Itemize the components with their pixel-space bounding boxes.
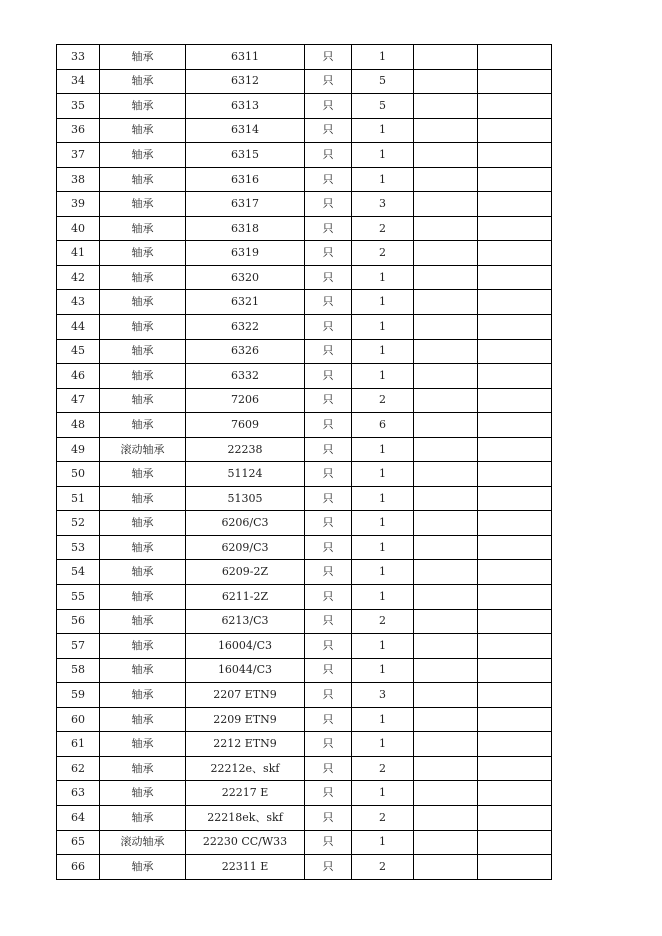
empty-cell[interactable] bbox=[478, 855, 552, 880]
table-row[interactable] bbox=[57, 241, 552, 266]
table-row[interactable] bbox=[57, 216, 552, 241]
empty-cell[interactable] bbox=[478, 315, 552, 340]
quantity-cell[interactable]: 1 bbox=[352, 585, 414, 610]
item-name-cell[interactable]: 轴承 bbox=[100, 658, 186, 683]
unit-cell[interactable]: 只 bbox=[305, 69, 352, 94]
empty-cell[interactable] bbox=[414, 265, 478, 290]
empty-cell[interactable] bbox=[478, 118, 552, 143]
item-name-cell[interactable]: 轴承 bbox=[100, 339, 186, 364]
quantity-cell[interactable]: 2 bbox=[352, 805, 414, 830]
row-number-cell[interactable]: 63 bbox=[57, 781, 100, 806]
unit-cell[interactable]: 只 bbox=[305, 388, 352, 413]
item-name-cell[interactable]: 轴承 bbox=[100, 241, 186, 266]
empty-cell[interactable] bbox=[414, 585, 478, 610]
empty-cell[interactable] bbox=[478, 634, 552, 659]
quantity-cell[interactable]: 1 bbox=[352, 707, 414, 732]
row-number-cell[interactable]: 37 bbox=[57, 143, 100, 168]
item-name-cell[interactable]: 轴承 bbox=[100, 732, 186, 757]
empty-cell[interactable] bbox=[478, 388, 552, 413]
unit-cell[interactable]: 只 bbox=[305, 585, 352, 610]
empty-cell[interactable] bbox=[478, 560, 552, 585]
model-cell[interactable]: 6326 bbox=[186, 339, 305, 364]
quantity-cell[interactable]: 2 bbox=[352, 241, 414, 266]
row-number-cell[interactable]: 41 bbox=[57, 241, 100, 266]
quantity-cell[interactable]: 2 bbox=[352, 855, 414, 880]
empty-cell[interactable] bbox=[478, 69, 552, 94]
empty-cell[interactable] bbox=[414, 805, 478, 830]
model-cell[interactable]: 6311 bbox=[186, 45, 305, 70]
model-cell[interactable]: 2209 ETN9 bbox=[186, 707, 305, 732]
item-name-cell[interactable]: 轴承 bbox=[100, 511, 186, 536]
empty-cell[interactable] bbox=[414, 339, 478, 364]
model-cell[interactable]: 6206/C3 bbox=[186, 511, 305, 536]
item-name-cell[interactable]: 轴承 bbox=[100, 585, 186, 610]
unit-cell[interactable]: 只 bbox=[305, 732, 352, 757]
row-number-cell[interactable]: 44 bbox=[57, 315, 100, 340]
empty-cell[interactable] bbox=[414, 413, 478, 438]
item-name-cell[interactable]: 轴承 bbox=[100, 69, 186, 94]
item-name-cell[interactable]: 轴承 bbox=[100, 756, 186, 781]
unit-cell[interactable]: 只 bbox=[305, 683, 352, 708]
row-number-cell[interactable]: 40 bbox=[57, 216, 100, 241]
item-name-cell[interactable]: 轴承 bbox=[100, 118, 186, 143]
unit-cell[interactable]: 只 bbox=[305, 339, 352, 364]
quantity-cell[interactable]: 3 bbox=[352, 192, 414, 217]
table-row[interactable] bbox=[57, 167, 552, 192]
unit-cell[interactable]: 只 bbox=[305, 167, 352, 192]
quantity-cell[interactable]: 1 bbox=[352, 290, 414, 315]
unit-cell[interactable]: 只 bbox=[305, 315, 352, 340]
quantity-cell[interactable]: 1 bbox=[352, 167, 414, 192]
item-name-cell[interactable]: 轴承 bbox=[100, 683, 186, 708]
empty-cell[interactable] bbox=[414, 388, 478, 413]
quantity-cell[interactable]: 5 bbox=[352, 94, 414, 119]
empty-cell[interactable] bbox=[414, 45, 478, 70]
quantity-cell[interactable]: 2 bbox=[352, 756, 414, 781]
empty-cell[interactable] bbox=[414, 732, 478, 757]
empty-cell[interactable] bbox=[414, 609, 478, 634]
empty-cell[interactable] bbox=[478, 241, 552, 266]
table-row[interactable] bbox=[57, 364, 552, 389]
unit-cell[interactable]: 只 bbox=[305, 560, 352, 585]
empty-cell[interactable] bbox=[478, 830, 552, 855]
unit-cell[interactable]: 只 bbox=[305, 707, 352, 732]
unit-cell[interactable]: 只 bbox=[305, 805, 352, 830]
empty-cell[interactable] bbox=[478, 707, 552, 732]
table-row[interactable] bbox=[57, 732, 552, 757]
empty-cell[interactable] bbox=[414, 658, 478, 683]
unit-cell[interactable]: 只 bbox=[305, 241, 352, 266]
unit-cell[interactable]: 只 bbox=[305, 462, 352, 487]
model-cell[interactable]: 6322 bbox=[186, 315, 305, 340]
table-row[interactable] bbox=[57, 413, 552, 438]
empty-cell[interactable] bbox=[478, 781, 552, 806]
empty-cell[interactable] bbox=[414, 167, 478, 192]
unit-cell[interactable]: 只 bbox=[305, 45, 352, 70]
table-row[interactable] bbox=[57, 781, 552, 806]
table-row[interactable] bbox=[57, 855, 552, 880]
empty-cell[interactable] bbox=[414, 830, 478, 855]
row-number-cell[interactable]: 61 bbox=[57, 732, 100, 757]
empty-cell[interactable] bbox=[414, 462, 478, 487]
unit-cell[interactable]: 只 bbox=[305, 192, 352, 217]
item-name-cell[interactable]: 轴承 bbox=[100, 265, 186, 290]
table-row[interactable] bbox=[57, 265, 552, 290]
model-cell[interactable]: 22212e、skf bbox=[186, 756, 305, 781]
empty-cell[interactable] bbox=[414, 511, 478, 536]
item-name-cell[interactable]: 轴承 bbox=[100, 560, 186, 585]
quantity-cell[interactable]: 1 bbox=[352, 339, 414, 364]
table-row[interactable] bbox=[57, 805, 552, 830]
bearing-inventory-table bbox=[56, 44, 552, 880]
quantity-cell[interactable]: 1 bbox=[352, 118, 414, 143]
unit-cell[interactable]: 只 bbox=[305, 364, 352, 389]
item-name-cell[interactable]: 轴承 bbox=[100, 143, 186, 168]
unit-cell[interactable]: 只 bbox=[305, 781, 352, 806]
model-cell[interactable]: 22217 E bbox=[186, 781, 305, 806]
unit-cell[interactable]: 只 bbox=[305, 634, 352, 659]
item-name-cell[interactable]: 轴承 bbox=[100, 364, 186, 389]
row-number-cell[interactable]: 66 bbox=[57, 855, 100, 880]
row-number-cell[interactable]: 47 bbox=[57, 388, 100, 413]
item-name-cell[interactable]: 轴承 bbox=[100, 388, 186, 413]
model-cell[interactable]: 6332 bbox=[186, 364, 305, 389]
table-row[interactable] bbox=[57, 462, 552, 487]
empty-cell[interactable] bbox=[478, 216, 552, 241]
item-name-cell[interactable]: 轴承 bbox=[100, 290, 186, 315]
item-name-cell[interactable]: 轴承 bbox=[100, 192, 186, 217]
quantity-cell[interactable]: 2 bbox=[352, 388, 414, 413]
empty-cell[interactable] bbox=[414, 69, 478, 94]
row-number-cell[interactable]: 59 bbox=[57, 683, 100, 708]
table-row[interactable] bbox=[57, 707, 552, 732]
empty-cell[interactable] bbox=[478, 462, 552, 487]
row-number-cell[interactable]: 35 bbox=[57, 94, 100, 119]
empty-cell[interactable] bbox=[478, 511, 552, 536]
model-cell[interactable]: 6209/C3 bbox=[186, 535, 305, 560]
empty-cell[interactable] bbox=[414, 118, 478, 143]
empty-cell[interactable] bbox=[414, 781, 478, 806]
quantity-cell[interactable]: 1 bbox=[352, 364, 414, 389]
model-cell[interactable]: 16044/C3 bbox=[186, 658, 305, 683]
empty-cell[interactable] bbox=[478, 486, 552, 511]
table-row[interactable] bbox=[57, 69, 552, 94]
table-row[interactable] bbox=[57, 437, 552, 462]
table-row[interactable] bbox=[57, 118, 552, 143]
quantity-cell[interactable]: 1 bbox=[352, 143, 414, 168]
empty-cell[interactable] bbox=[478, 339, 552, 364]
quantity-cell[interactable]: 1 bbox=[352, 511, 414, 536]
unit-cell[interactable]: 只 bbox=[305, 413, 352, 438]
empty-cell[interactable] bbox=[414, 241, 478, 266]
quantity-cell[interactable]: 1 bbox=[352, 634, 414, 659]
row-number-cell[interactable]: 55 bbox=[57, 585, 100, 610]
model-cell[interactable]: 6319 bbox=[186, 241, 305, 266]
row-number-cell[interactable]: 56 bbox=[57, 609, 100, 634]
model-cell[interactable]: 6317 bbox=[186, 192, 305, 217]
row-number-cell[interactable]: 62 bbox=[57, 756, 100, 781]
model-cell[interactable]: 6213/C3 bbox=[186, 609, 305, 634]
empty-cell[interactable] bbox=[414, 560, 478, 585]
empty-cell[interactable] bbox=[478, 364, 552, 389]
unit-cell[interactable]: 只 bbox=[305, 756, 352, 781]
item-name-cell[interactable]: 轴承 bbox=[100, 781, 186, 806]
empty-cell[interactable] bbox=[414, 216, 478, 241]
empty-cell[interactable] bbox=[478, 94, 552, 119]
quantity-cell[interactable]: 1 bbox=[352, 658, 414, 683]
table-row[interactable] bbox=[57, 192, 552, 217]
quantity-cell[interactable]: 1 bbox=[352, 45, 414, 70]
item-name-cell[interactable]: 轴承 bbox=[100, 855, 186, 880]
row-number-cell[interactable]: 65 bbox=[57, 830, 100, 855]
model-cell[interactable]: 6321 bbox=[186, 290, 305, 315]
table-row[interactable] bbox=[57, 756, 552, 781]
table-row[interactable] bbox=[57, 511, 552, 536]
table-row[interactable] bbox=[57, 290, 552, 315]
unit-cell[interactable]: 只 bbox=[305, 609, 352, 634]
row-number-cell[interactable]: 33 bbox=[57, 45, 100, 70]
model-cell[interactable]: 6209-2Z bbox=[186, 560, 305, 585]
table-row[interactable] bbox=[57, 45, 552, 70]
item-name-cell[interactable]: 轴承 bbox=[100, 707, 186, 732]
table-row[interactable] bbox=[57, 143, 552, 168]
empty-cell[interactable] bbox=[414, 437, 478, 462]
row-number-cell[interactable]: 53 bbox=[57, 535, 100, 560]
quantity-cell[interactable]: 1 bbox=[352, 486, 414, 511]
row-number-cell[interactable]: 51 bbox=[57, 486, 100, 511]
unit-cell[interactable]: 只 bbox=[305, 535, 352, 560]
unit-cell[interactable]: 只 bbox=[305, 855, 352, 880]
quantity-cell[interactable]: 1 bbox=[352, 732, 414, 757]
quantity-cell[interactable]: 1 bbox=[352, 437, 414, 462]
item-name-cell[interactable]: 轴承 bbox=[100, 462, 186, 487]
row-number-cell[interactable]: 52 bbox=[57, 511, 100, 536]
empty-cell[interactable] bbox=[414, 143, 478, 168]
model-cell[interactable]: 6315 bbox=[186, 143, 305, 168]
model-cell[interactable]: 6314 bbox=[186, 118, 305, 143]
quantity-cell[interactable]: 1 bbox=[352, 830, 414, 855]
quantity-cell[interactable]: 1 bbox=[352, 560, 414, 585]
row-number-cell[interactable]: 57 bbox=[57, 634, 100, 659]
empty-cell[interactable] bbox=[478, 683, 552, 708]
model-cell[interactable]: 22218ek、skf bbox=[186, 805, 305, 830]
row-number-cell[interactable]: 39 bbox=[57, 192, 100, 217]
empty-cell[interactable] bbox=[478, 290, 552, 315]
table-row[interactable] bbox=[57, 315, 552, 340]
item-name-cell[interactable]: 轴承 bbox=[100, 486, 186, 511]
quantity-cell[interactable]: 5 bbox=[352, 69, 414, 94]
table-row[interactable] bbox=[57, 683, 552, 708]
row-number-cell[interactable]: 54 bbox=[57, 560, 100, 585]
empty-cell[interactable] bbox=[414, 756, 478, 781]
model-cell[interactable]: 51305 bbox=[186, 486, 305, 511]
table-body bbox=[57, 45, 552, 880]
item-name-cell[interactable]: 轴承 bbox=[100, 45, 186, 70]
empty-cell[interactable] bbox=[478, 756, 552, 781]
unit-cell[interactable]: 只 bbox=[305, 437, 352, 462]
quantity-cell[interactable]: 2 bbox=[352, 216, 414, 241]
unit-cell[interactable]: 只 bbox=[305, 290, 352, 315]
empty-cell[interactable] bbox=[414, 486, 478, 511]
empty-cell[interactable] bbox=[414, 707, 478, 732]
item-name-cell[interactable]: 轴承 bbox=[100, 634, 186, 659]
table-row[interactable] bbox=[57, 560, 552, 585]
model-cell[interactable]: 51124 bbox=[186, 462, 305, 487]
empty-cell[interactable] bbox=[414, 315, 478, 340]
quantity-cell[interactable]: 3 bbox=[352, 683, 414, 708]
quantity-cell[interactable]: 1 bbox=[352, 781, 414, 806]
model-cell[interactable]: 7609 bbox=[186, 413, 305, 438]
row-number-cell[interactable]: 34 bbox=[57, 69, 100, 94]
empty-cell[interactable] bbox=[478, 413, 552, 438]
empty-cell[interactable] bbox=[478, 609, 552, 634]
quantity-cell[interactable]: 2 bbox=[352, 609, 414, 634]
model-cell[interactable]: 22238 bbox=[186, 437, 305, 462]
row-number-cell[interactable]: 48 bbox=[57, 413, 100, 438]
table-row[interactable] bbox=[57, 634, 552, 659]
empty-cell[interactable] bbox=[478, 658, 552, 683]
unit-cell[interactable]: 只 bbox=[305, 486, 352, 511]
model-cell[interactable]: 6320 bbox=[186, 265, 305, 290]
row-number-cell[interactable]: 58 bbox=[57, 658, 100, 683]
item-name-cell[interactable]: 轴承 bbox=[100, 94, 186, 119]
unit-cell[interactable]: 只 bbox=[305, 511, 352, 536]
empty-cell[interactable] bbox=[478, 535, 552, 560]
empty-cell[interactable] bbox=[414, 94, 478, 119]
quantity-cell[interactable]: 6 bbox=[352, 413, 414, 438]
row-number-cell[interactable]: 46 bbox=[57, 364, 100, 389]
empty-cell[interactable] bbox=[414, 535, 478, 560]
empty-cell[interactable] bbox=[414, 855, 478, 880]
unit-cell[interactable]: 只 bbox=[305, 658, 352, 683]
row-number-cell[interactable]: 50 bbox=[57, 462, 100, 487]
empty-cell[interactable] bbox=[414, 364, 478, 389]
empty-cell[interactable] bbox=[478, 167, 552, 192]
empty-cell[interactable] bbox=[478, 45, 552, 70]
model-cell[interactable]: 7206 bbox=[186, 388, 305, 413]
item-name-cell[interactable]: 轴承 bbox=[100, 167, 186, 192]
table-row[interactable] bbox=[57, 94, 552, 119]
empty-cell[interactable] bbox=[478, 732, 552, 757]
empty-cell[interactable] bbox=[478, 192, 552, 217]
empty-cell[interactable] bbox=[414, 290, 478, 315]
empty-cell[interactable] bbox=[478, 805, 552, 830]
model-cell[interactable]: 16004/C3 bbox=[186, 634, 305, 659]
row-number-cell[interactable]: 64 bbox=[57, 805, 100, 830]
model-cell[interactable]: 22230 CC/W33 bbox=[186, 830, 305, 855]
table-row[interactable] bbox=[57, 658, 552, 683]
empty-cell[interactable] bbox=[478, 437, 552, 462]
quantity-cell[interactable]: 1 bbox=[352, 315, 414, 340]
empty-cell[interactable] bbox=[478, 585, 552, 610]
model-cell[interactable]: 2212 ETN9 bbox=[186, 732, 305, 757]
item-name-cell[interactable]: 轴承 bbox=[100, 535, 186, 560]
item-name-cell[interactable]: 滚动轴承 bbox=[100, 437, 186, 462]
unit-cell[interactable]: 只 bbox=[305, 830, 352, 855]
unit-cell[interactable]: 只 bbox=[305, 265, 352, 290]
empty-cell[interactable] bbox=[478, 143, 552, 168]
item-name-cell[interactable]: 轴承 bbox=[100, 413, 186, 438]
table-row[interactable] bbox=[57, 339, 552, 364]
table-row[interactable] bbox=[57, 388, 552, 413]
model-cell[interactable]: 6316 bbox=[186, 167, 305, 192]
model-cell[interactable]: 6312 bbox=[186, 69, 305, 94]
quantity-cell[interactable]: 1 bbox=[352, 535, 414, 560]
row-number-cell[interactable]: 45 bbox=[57, 339, 100, 364]
row-number-cell[interactable]: 43 bbox=[57, 290, 100, 315]
item-name-cell[interactable]: 滚动轴承 bbox=[100, 830, 186, 855]
item-name-cell[interactable]: 轴承 bbox=[100, 315, 186, 340]
row-number-cell[interactable]: 49 bbox=[57, 437, 100, 462]
item-name-cell[interactable]: 轴承 bbox=[100, 609, 186, 634]
model-cell[interactable]: 6318 bbox=[186, 216, 305, 241]
row-number-cell[interactable]: 42 bbox=[57, 265, 100, 290]
empty-cell[interactable] bbox=[414, 192, 478, 217]
table-row[interactable] bbox=[57, 535, 552, 560]
table-row[interactable] bbox=[57, 830, 552, 855]
unit-cell[interactable]: 只 bbox=[305, 216, 352, 241]
empty-cell[interactable] bbox=[414, 683, 478, 708]
row-number-cell[interactable]: 36 bbox=[57, 118, 100, 143]
quantity-cell[interactable]: 1 bbox=[352, 265, 414, 290]
quantity-cell[interactable]: 1 bbox=[352, 462, 414, 487]
model-cell[interactable]: 2207 ETN9 bbox=[186, 683, 305, 708]
item-name-cell[interactable]: 轴承 bbox=[100, 805, 186, 830]
item-name-cell[interactable]: 轴承 bbox=[100, 216, 186, 241]
model-cell[interactable]: 6313 bbox=[186, 94, 305, 119]
empty-cell[interactable] bbox=[414, 634, 478, 659]
model-cell[interactable]: 6211-2Z bbox=[186, 585, 305, 610]
table-row[interactable] bbox=[57, 585, 552, 610]
row-number-cell[interactable]: 38 bbox=[57, 167, 100, 192]
table-row[interactable] bbox=[57, 609, 552, 634]
model-cell[interactable]: 22311 E bbox=[186, 855, 305, 880]
table-row[interactable] bbox=[57, 486, 552, 511]
empty-cell[interactable] bbox=[478, 265, 552, 290]
unit-cell[interactable]: 只 bbox=[305, 94, 352, 119]
unit-cell[interactable]: 只 bbox=[305, 143, 352, 168]
row-number-cell[interactable]: 60 bbox=[57, 707, 100, 732]
unit-cell[interactable]: 只 bbox=[305, 118, 352, 143]
